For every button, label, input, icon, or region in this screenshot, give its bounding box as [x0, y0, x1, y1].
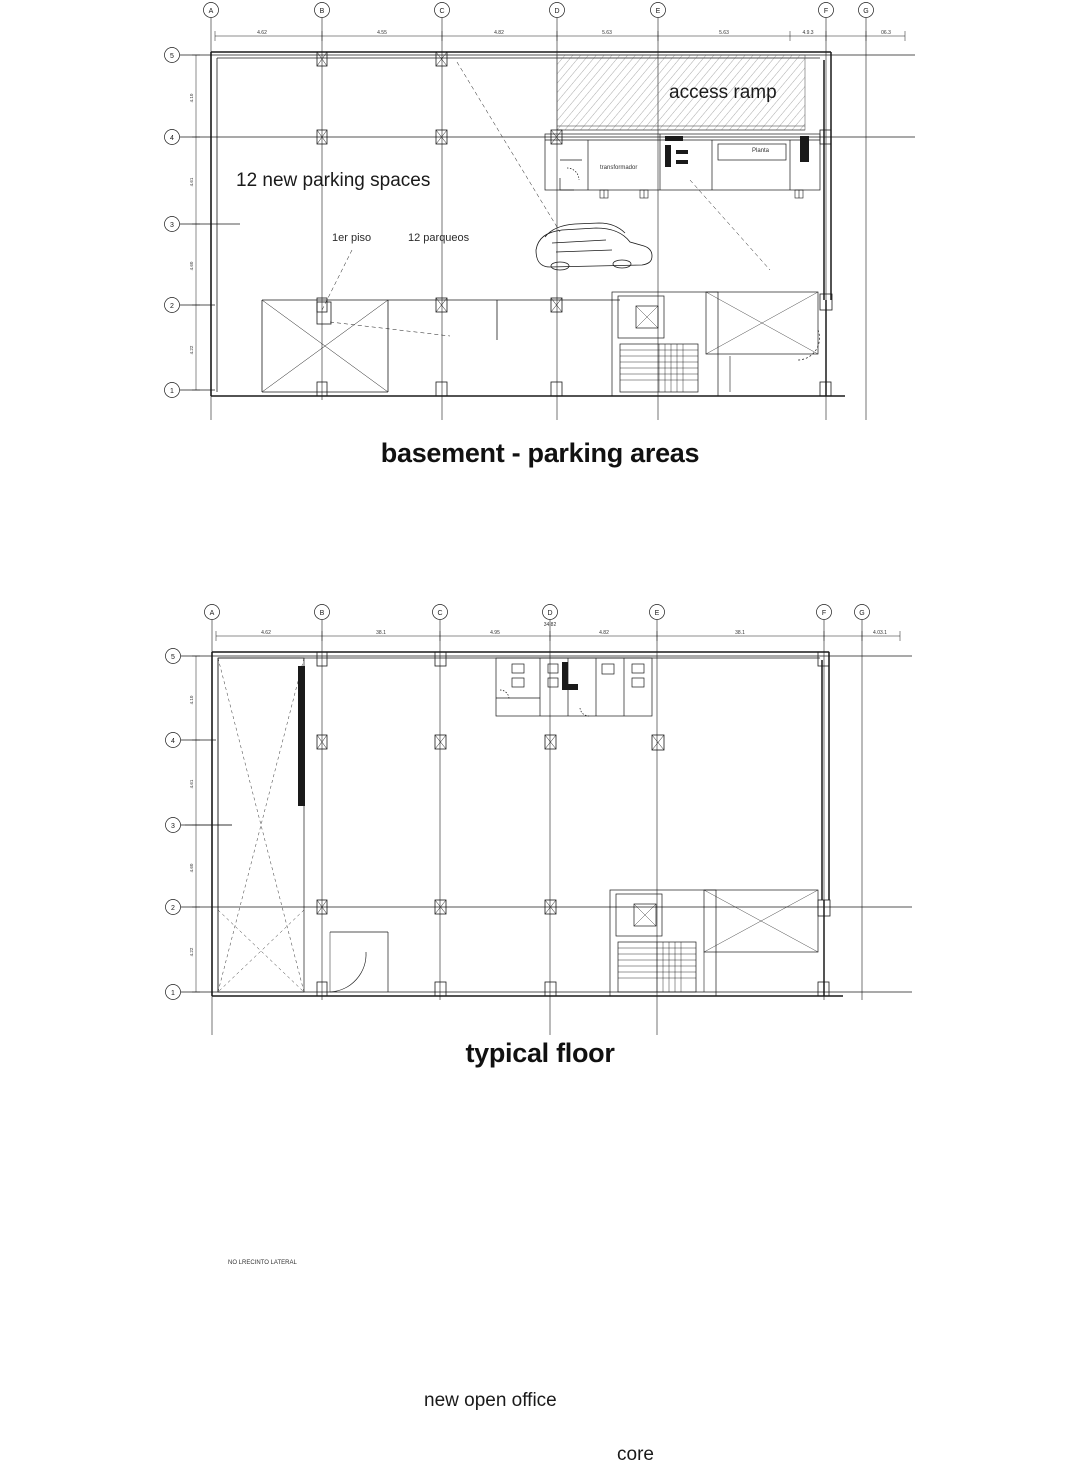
svg-text:A: A — [208, 8, 214, 15]
svg-text:4.22: 4.22 — [189, 345, 194, 355]
caption-basement: basement - parking areas — [380, 438, 700, 468]
svg-text:4.9.3: 4.9.3 — [802, 30, 814, 36]
plan-basement — [0, 0, 1080, 500]
svg-text:4.60: 4.60 — [189, 261, 194, 271]
svg-text:F: F — [821, 610, 827, 617]
svg-text:4.10: 4.10 — [189, 695, 194, 705]
core-note: core — [617, 1444, 654, 1465]
svg-text:4.82: 4.82 — [494, 30, 504, 36]
svg-text:4: 4 — [171, 738, 175, 745]
svg-text:4.61: 4.61 — [189, 779, 194, 789]
lateral-room-label: NO LRECINTO LATERAL — [228, 1260, 297, 1266]
svg-text:4.61: 4.61 — [189, 177, 194, 187]
svg-text:1: 1 — [171, 990, 175, 997]
svg-text:3: 3 — [170, 222, 174, 229]
svg-text:E: E — [654, 610, 660, 617]
svg-text:B: B — [319, 8, 325, 15]
svg-text:1: 1 — [170, 388, 174, 395]
floor-label: 1er piso — [332, 232, 372, 244]
svg-text:38.1: 38.1 — [376, 630, 386, 636]
svg-text:A: A — [209, 610, 215, 617]
svg-text:C: C — [439, 8, 445, 15]
svg-text:5.63: 5.63 — [602, 30, 612, 36]
svg-text:4.60: 4.60 — [189, 863, 194, 873]
plant-room-label: Planta — [752, 148, 770, 154]
svg-text:5: 5 — [170, 53, 174, 60]
svg-text:5.63: 5.63 — [719, 30, 729, 36]
svg-text:2: 2 — [171, 905, 175, 912]
access-ramp-note: access ramp — [669, 82, 777, 103]
svg-text:3: 3 — [171, 823, 175, 830]
svg-text:4.55: 4.55 — [377, 30, 387, 36]
transformer-room-label: transformador — [600, 165, 638, 171]
parking-count-label: 12 parqueos — [408, 232, 470, 244]
svg-text:38.1: 38.1 — [735, 630, 745, 636]
svg-text:34.82: 34.82 — [543, 622, 557, 628]
parking-spaces-note: 12 new parking spaces — [236, 170, 431, 191]
svg-text:4.22: 4.22 — [189, 947, 194, 957]
svg-text:4.62: 4.62 — [257, 30, 267, 36]
svg-text:G: G — [863, 8, 869, 15]
svg-text:C: C — [437, 610, 443, 617]
svg-text:4: 4 — [170, 135, 174, 142]
caption-typical-floor: typical floor — [465, 1038, 615, 1068]
svg-text:4.03.1: 4.03.1 — [873, 630, 887, 636]
svg-text:4.10: 4.10 — [189, 93, 194, 103]
plan-typical-floor — [0, 580, 1080, 1465]
svg-text:G: G — [859, 610, 865, 617]
svg-text:D: D — [554, 8, 560, 15]
svg-text:06.3: 06.3 — [881, 30, 891, 36]
svg-text:E: E — [655, 8, 661, 15]
svg-text:5: 5 — [171, 654, 175, 661]
svg-text:4.95: 4.95 — [490, 630, 500, 636]
svg-text:D: D — [547, 610, 553, 617]
svg-text:4.62: 4.62 — [261, 630, 271, 636]
svg-text:2: 2 — [170, 303, 174, 310]
svg-text:F: F — [823, 8, 829, 15]
svg-text:B: B — [319, 610, 325, 617]
svg-text:4.82: 4.82 — [599, 630, 609, 636]
open-office-note: new open office — [424, 1390, 557, 1411]
